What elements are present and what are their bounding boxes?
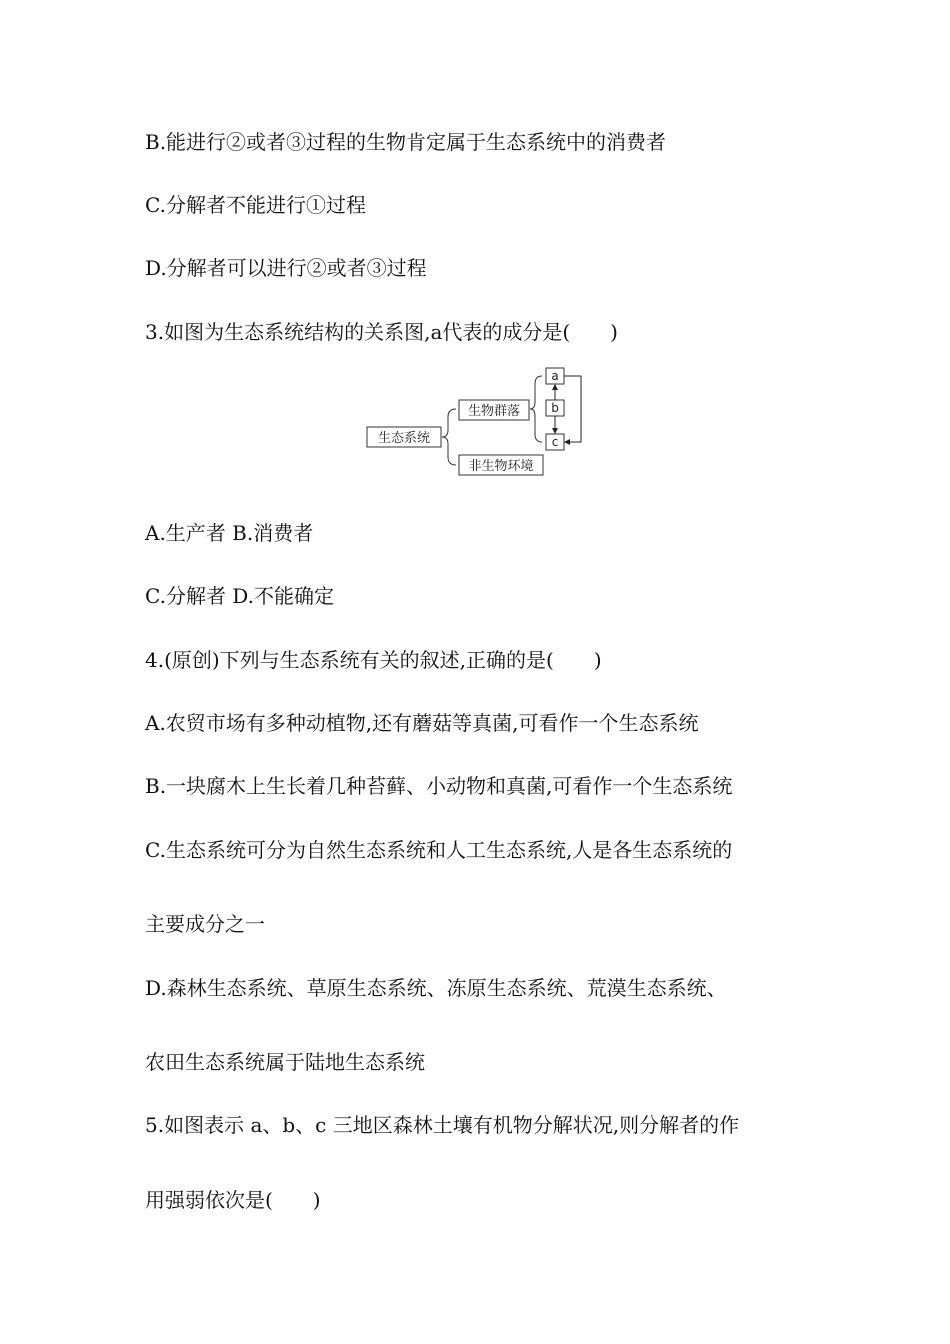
q4-stem: 4.(原创)下列与生态系统有关的叙述,正确的是( ) [145,648,602,672]
node-c-label: c [551,435,559,449]
q5-stem-line1: 5.如图表示 a、b、c 三地区森林土壤有机物分解状况,则分解者的作 [145,1113,740,1137]
q4-option-a: A.农贸市场有多种动植物,还有蘑菇等真菌,可看作一个生态系统 [145,711,699,735]
ecosystem-structure-diagram [360,360,600,485]
node-b-label: b [551,401,559,415]
q5-stem-line2: 用强弱依次是( ) [145,1188,321,1212]
q2-option-c: C.分解者不能进行①过程 [145,193,366,217]
brace-root [442,409,456,465]
arrow-a-to-c [564,376,581,442]
q4-option-c-line1: C.生态系统可分为自然生态系统和人工生态系统,人是各生态系统的 [145,838,733,862]
q4-option-c-line2: 主要成分之一 [145,912,265,936]
q2-option-d: D.分解者可以进行②或者③过程 [145,256,427,280]
abiotic-label: 非生物环境 [468,459,534,474]
q3-options-cd: C.分解者 D.不能确定 [145,584,334,608]
q3-stem: 3.如图为生态系统结构的关系图,a代表的成分是( ) [145,320,618,344]
q2-option-b: B.能进行②或者③过程的生物肯定属于生态系统中的消费者 [145,130,667,154]
node-a-label: a [551,369,559,383]
ecosystem-label: 生态系统 [377,431,431,446]
brace-community [530,376,542,442]
community-label: 生物群落 [467,404,521,419]
q3-options-ab: A.生产者 B.消费者 [145,521,314,545]
q4-option-d-line2: 农田生态系统属于陆地生态系统 [145,1050,425,1074]
q4-option-d-line1: D.森林生态系统、草原生态系统、冻原生态系统、荒漠生态系统、 [145,976,727,1000]
q4-option-b: B.一块腐木上生长着几种苔藓、小动物和真菌,可看作一个生态系统 [145,774,733,798]
